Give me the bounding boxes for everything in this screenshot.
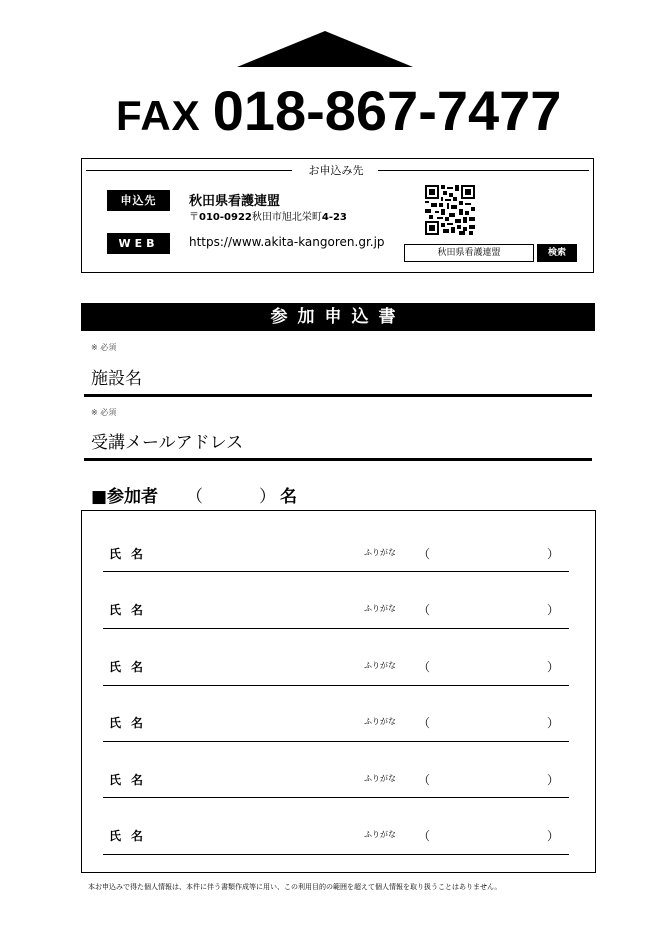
facility-label: 施設名 — [91, 369, 142, 389]
fax-label: FAX — [116, 92, 201, 139]
organization-name: 秋田県看護連盟 — [189, 194, 281, 209]
required-note: ※ 必須 — [91, 343, 117, 352]
email-field-line[interactable] — [84, 458, 592, 461]
divider — [378, 170, 589, 171]
furigana-close: ） — [547, 773, 560, 787]
name-field-line[interactable] — [103, 628, 569, 629]
furigana-label: ふりがな — [364, 774, 396, 783]
website-url[interactable]: https://www.akita-kangoren.gr.jp — [189, 235, 385, 249]
fax-number: 018-867-7477 — [212, 79, 562, 142]
email-label: 受講メールアドレス — [91, 433, 244, 453]
web-tag: WEB — [107, 233, 170, 254]
furigana-label: ふりがな — [364, 548, 396, 557]
organization-address — [189, 208, 347, 223]
paren-close: ） — [258, 487, 276, 507]
participants-count — [91, 482, 297, 507]
name-field-line[interactable] — [103, 741, 569, 742]
furigana-close: ） — [547, 716, 560, 730]
name-label: 氏名 — [109, 829, 154, 843]
furigana-close: ） — [547, 829, 560, 843]
privacy-note: 本お申込みで得た個人情報は、本件に伴う書類作成等に用い、この利用目的の範囲を超えて個人情報を取り扱うことはありません。 — [88, 883, 502, 891]
furigana-label: ふりがな — [364, 717, 396, 726]
apply-tag: 申込先 — [107, 190, 170, 211]
furigana-open: （ — [418, 716, 431, 730]
furigana-label: ふりがな — [364, 661, 396, 670]
name-field-line[interactable] — [103, 797, 569, 798]
search-input[interactable]: 秋田県看護連盟 — [404, 244, 534, 262]
form-title: 参加申込書 — [81, 303, 595, 331]
furigana-close: ） — [547, 660, 560, 674]
divider — [86, 170, 292, 171]
furigana-open: （ — [418, 660, 431, 674]
name-field-line[interactable] — [103, 854, 569, 855]
qr-code-icon[interactable] — [425, 185, 475, 235]
postal-mark: 〒 — [189, 212, 199, 223]
participants-table — [81, 510, 596, 873]
up-arrow-icon — [237, 31, 413, 67]
name-label: 氏名 — [109, 773, 154, 787]
furigana-label: ふりがな — [364, 604, 396, 613]
furigana-open: （ — [418, 603, 431, 617]
search-button[interactable]: 検索 — [537, 244, 577, 262]
name-field-line[interactable] — [103, 571, 569, 572]
name-label: 氏名 — [109, 603, 154, 617]
postal-code: 010-0922 — [199, 212, 252, 223]
furigana-close: ） — [547, 603, 560, 617]
name-label: 氏名 — [109, 660, 154, 674]
participants-prefix: ■参加者 — [91, 487, 159, 507]
destination-title: お申込み先 — [308, 164, 364, 177]
name-field-line[interactable] — [103, 685, 569, 686]
furigana-open: （ — [418, 829, 431, 843]
address-number: 4-23 — [321, 212, 347, 223]
facility-field-line[interactable] — [84, 394, 592, 397]
furigana-open: （ — [418, 547, 431, 561]
address-city: 秋田市旭北栄町 — [251, 212, 322, 223]
furigana-close: ） — [547, 547, 560, 561]
fax-heading — [116, 78, 561, 143]
required-note: ※ 必須 — [91, 408, 117, 417]
name-label: 氏名 — [109, 547, 154, 561]
furigana-open: （ — [418, 773, 431, 787]
paren-open: （ — [185, 487, 203, 507]
participants-suffix: 名 — [279, 487, 297, 507]
furigana-label: ふりがな — [364, 830, 396, 839]
name-label: 氏名 — [109, 716, 154, 730]
